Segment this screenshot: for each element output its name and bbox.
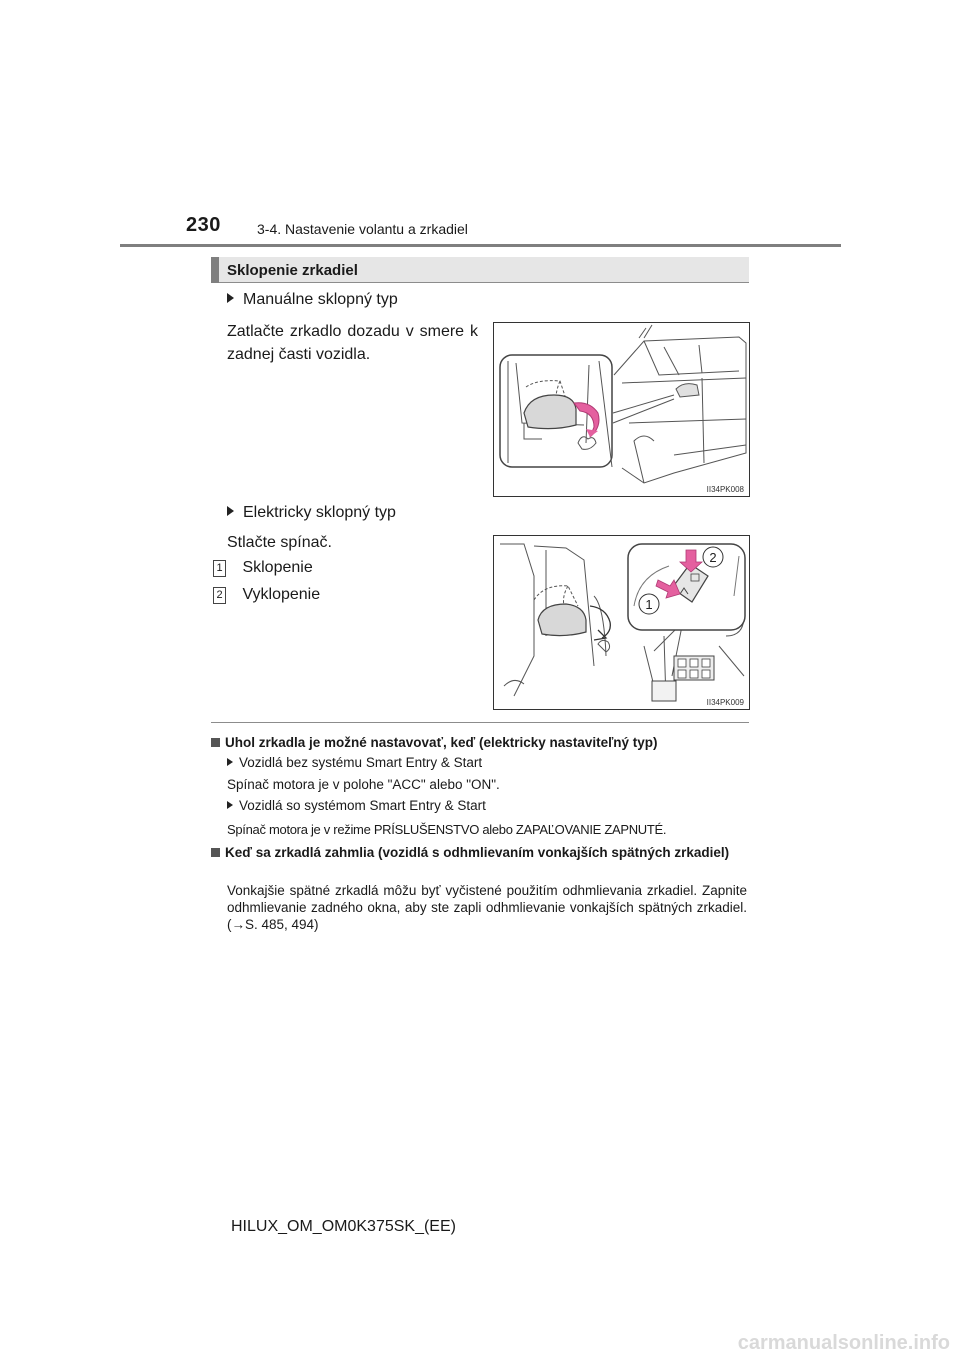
- note-1-sub-1-label: Vozidlá bez systému Smart Entry & Start: [239, 755, 483, 770]
- note-1-text-2: Spínač motora je v režime PRÍSLUŠENSTVO alebo ZAPAĽOVANIE ZAPNUTÉ.: [227, 822, 667, 837]
- watermark: carmanualsonline.info: [737, 1332, 950, 1354]
- section-title: 3-4. Nastavenie volantu a zrkadiel: [257, 221, 468, 237]
- manual-type-title: [227, 291, 398, 309]
- electric-type-title: [227, 504, 396, 522]
- electric-figure-code: II34PK009: [706, 698, 744, 707]
- square-bullet-icon: [211, 738, 220, 747]
- notes-divider: [211, 722, 749, 723]
- electric-type-label: Elektricky sklopný typ: [243, 504, 396, 521]
- number-badge-2: 2: [213, 587, 226, 604]
- electric-mirror-illustration: [494, 536, 749, 709]
- heading-accent: [211, 257, 219, 283]
- triangle-bullet-icon: [227, 293, 234, 303]
- triangle-bullet-icon: [227, 506, 234, 516]
- section-heading: Sklopenie zrkadiel: [227, 262, 358, 279]
- number-badge-1: 1: [213, 560, 226, 577]
- note-1-title: Uhol zrkadla je možné nastavovať, keď (elektricky nastaviteľný typ): [225, 735, 658, 750]
- note-2-heading: [211, 844, 741, 861]
- manual-mirror-figure: [493, 322, 750, 497]
- note-2-text: Vonkajšie spätné zrkadlá môžu byť vyčistené použitím odhmlievania zrkadiel. Zapnite odhmlievanie zadného okna, aby ste zapli odhmlievanie vonkajších spätných zrkadiel. (→S. 485, 494): [227, 883, 747, 932]
- triangle-bullet-icon: [227, 758, 233, 766]
- svg-text:1: 1: [645, 597, 653, 612]
- header-rule: [120, 244, 841, 247]
- note-1-sub-2: [227, 798, 486, 813]
- page-number: 230: [186, 214, 221, 236]
- manual-mirror-illustration: [494, 323, 749, 496]
- document-code-footer: HILUX_OM_OM0K375SK_(EE): [231, 1218, 456, 1235]
- legend-item-unfold: [213, 586, 320, 604]
- legend-label-fold: Sklopenie: [242, 559, 313, 576]
- note-1-heading: [211, 734, 751, 751]
- legend-item-fold: [213, 559, 313, 577]
- manual-figure-code: II34PK008: [706, 485, 744, 494]
- note-1-sub-2-label: Vozidlá so systémom Smart Entry & Start: [239, 798, 486, 813]
- note-2-title: Keď sa zrkadlá zahmlia (vozidlá s odhmlievaním vonkajších spätných zrkadiel): [225, 845, 730, 860]
- legend-label-unfold: Vyklopenie: [242, 586, 321, 603]
- note-1-sub-1: [227, 755, 482, 770]
- manual-type-label: Manuálne sklopný typ: [243, 291, 398, 308]
- electric-type-text: Stlačte spínač.: [227, 534, 332, 551]
- svg-text:2: 2: [709, 550, 717, 565]
- square-bullet-icon: [211, 848, 220, 857]
- manual-type-text: Zatlačte zrkadlo dozadu v smere k zadnej časti vozidla.: [227, 323, 478, 363]
- note-1-text-1: Spínač motora je v polohe "ACC" alebo "ON".: [227, 777, 500, 792]
- electric-mirror-figure: [493, 535, 750, 710]
- triangle-bullet-icon: [227, 801, 233, 809]
